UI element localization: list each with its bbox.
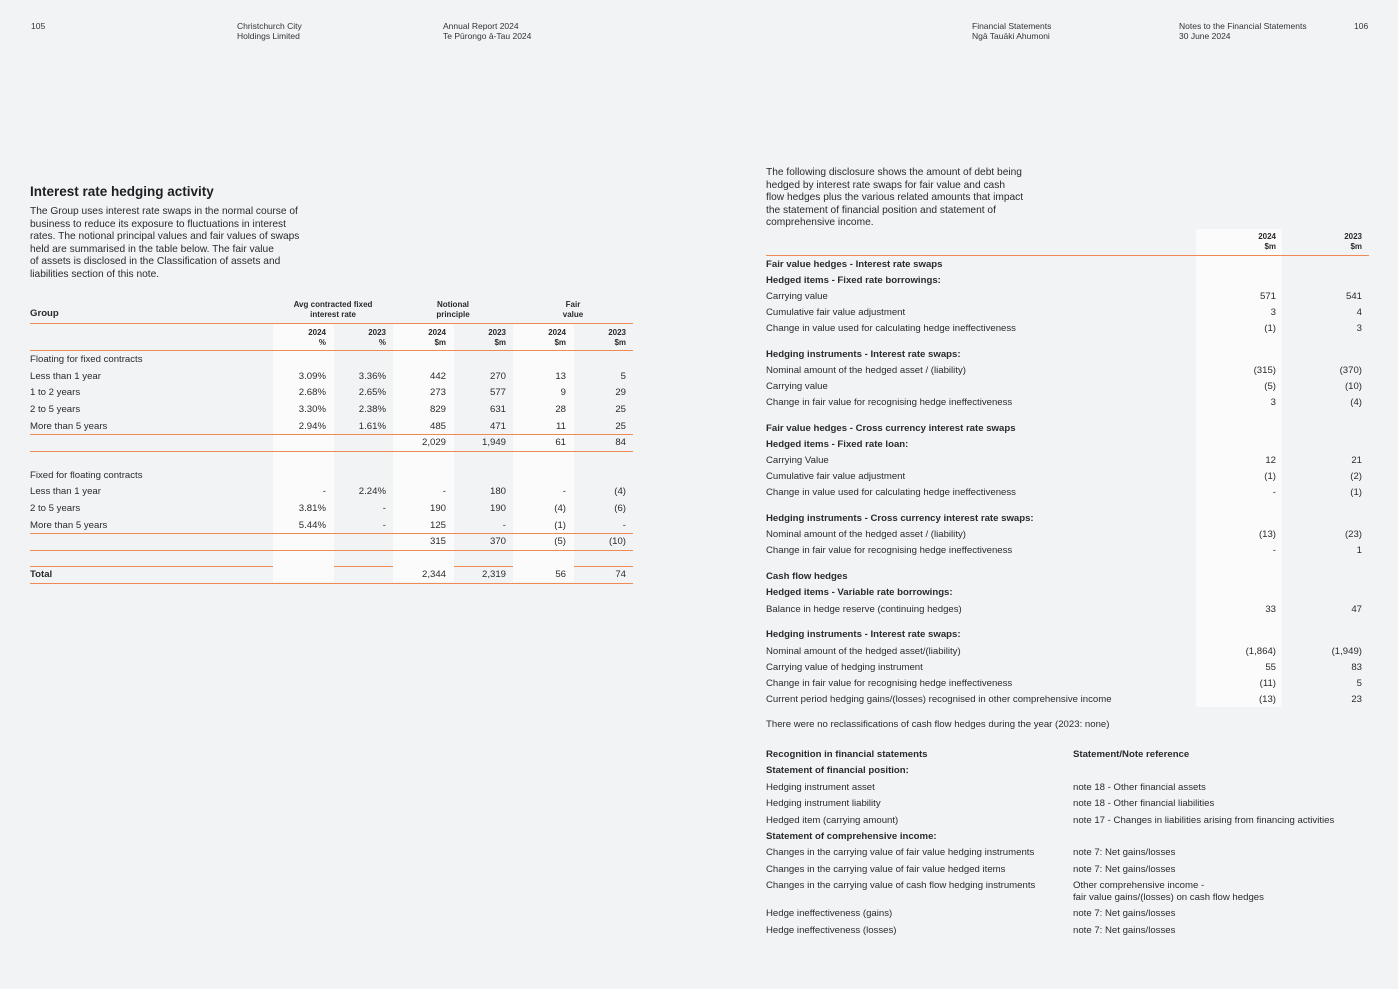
table-row: [30, 567, 633, 584]
value-2024: (1,864): [1245, 645, 1276, 657]
cell: 2,319: [481, 569, 506, 581]
year-label: 2024: [428, 328, 446, 337]
org-name: Christchurch City Holdings Limited: [237, 21, 302, 41]
intro-line: hedged by interest rate swaps for fair value and cash: [766, 179, 1005, 191]
reference-line: fair value gains/(losses) on cash flow hedges: [1073, 891, 1264, 903]
table-row: [766, 362, 1369, 378]
table-row: [766, 569, 1369, 585]
table-row: [30, 435, 633, 452]
cell: (4): [554, 503, 566, 515]
cell: 29: [615, 387, 626, 399]
group-line: value: [562, 309, 584, 319]
recognition-table: [766, 749, 1369, 941]
unit-label: $m: [1264, 241, 1276, 251]
cell: -: [442, 486, 446, 498]
recog-reference: [1073, 880, 1264, 904]
unit-label: $m: [554, 337, 566, 347]
cell: -: [382, 503, 386, 515]
year-label: 2023: [608, 328, 626, 337]
year-label: 2024: [548, 328, 566, 337]
year-label: 2024: [308, 328, 326, 337]
recog-item: Hedging instrument liability: [766, 798, 881, 810]
reference-line: Other comprehensive income -: [1073, 880, 1205, 892]
reference-line: note 17 - Changes in liabilities arising from financing activities: [1073, 814, 1335, 826]
recognition-row: [766, 864, 1369, 880]
value-2023: 21: [1351, 455, 1362, 467]
recognition-row: [766, 782, 1369, 798]
column-header: [1282, 232, 1362, 251]
value-2023: (370): [1339, 364, 1362, 376]
recognition-row: [766, 925, 1369, 941]
row-label: Change in fair value for recognising hedge ineffectiveness: [766, 677, 1013, 689]
table-row: [766, 469, 1369, 485]
cell: 5: [620, 370, 626, 382]
cell: (4): [614, 486, 626, 498]
cell: 3.09%: [298, 370, 326, 382]
row-label: 2 to 5 years: [30, 404, 81, 416]
group-label: Group: [30, 308, 59, 319]
recog-header-b: Statement/Note reference: [1073, 749, 1190, 760]
intro-line: The Group uses interest rate swaps in the normal course of: [30, 206, 298, 217]
cell: 1,949: [481, 437, 506, 449]
intro-line: business to reduce its exposure to fluctuations in interest: [30, 218, 286, 230]
cell: (10): [608, 536, 626, 548]
row-label: Less than 1 year: [30, 370, 101, 382]
value-2023: 541: [1345, 290, 1362, 302]
table-row: [30, 467, 633, 484]
row-label: Nominal amount of the hedged asset / (liability): [766, 364, 966, 376]
value-2023: (4): [1350, 397, 1362, 409]
recog-item: Changes in the carrying value of fair value hedging instruments: [766, 847, 1035, 859]
cell: 3.81%: [298, 503, 326, 515]
recog-item: Hedged item (carrying amount): [766, 814, 899, 826]
cell: (1): [554, 519, 566, 531]
value-2023: (2): [1350, 471, 1362, 483]
recognition-row: [766, 815, 1369, 831]
intro-line: rates. The notional principal values and fair values of swaps: [30, 231, 300, 243]
right-intro-paragraph: [766, 167, 1066, 230]
row-label: Carrying value: [766, 290, 828, 302]
recog-header-a: Recognition in financial statements: [766, 749, 928, 760]
cell: 125: [429, 519, 446, 531]
row-label: Change in fair value for recognising hedge ineffectiveness: [766, 545, 1013, 557]
recognition-row: [766, 847, 1369, 863]
cell: 180: [489, 486, 506, 498]
recog-item: Changes in the carrying value of cash flow hedging instruments: [766, 880, 1036, 892]
value-2023: 23: [1351, 693, 1362, 705]
value-2024: 55: [1265, 661, 1276, 673]
table-row: [30, 368, 633, 385]
value-2023: 5: [1356, 677, 1362, 689]
table-row: [30, 534, 633, 551]
value-2024: 3: [1270, 397, 1276, 409]
group-line: Notional: [437, 300, 469, 309]
section-label: Fixed for floating contracts: [30, 469, 143, 481]
table-row: [766, 378, 1369, 394]
reference-line: note 7: Net gains/losses: [1073, 863, 1176, 875]
row-label: Cash flow hedges: [766, 571, 848, 583]
table-row: [30, 401, 633, 418]
recog-reference: [1073, 782, 1206, 794]
unit-label: $m: [494, 337, 506, 347]
table-row: [766, 659, 1369, 675]
reclassification-note: There were no reclassifications of cash flow hedges during the year (2023: none): [766, 719, 1110, 730]
cell: (5): [554, 536, 566, 548]
left-intro-paragraph: [30, 206, 330, 282]
cell: 190: [489, 503, 506, 515]
row-label: Fair value hedges - Cross currency interest rate swaps: [766, 422, 1016, 434]
table-row: [766, 691, 1369, 707]
table-row: [766, 288, 1369, 304]
cell: 485: [429, 420, 446, 432]
table-row: [30, 385, 633, 402]
cell: 11: [556, 420, 566, 432]
row-label: 1 to 2 years: [30, 387, 81, 399]
cell: (6): [614, 503, 626, 515]
row-label: 2 to 5 years: [30, 503, 81, 515]
value-2024: 571: [1259, 290, 1276, 302]
cell: 2,029: [421, 437, 446, 449]
section-label: Floating for fixed contracts: [30, 353, 143, 365]
recog-reference: [1073, 864, 1175, 876]
value-2024: (1): [1264, 322, 1276, 334]
table-row: [30, 418, 633, 435]
cell: 25: [615, 420, 626, 432]
cell: 61: [555, 437, 566, 449]
value-2024: (1): [1264, 471, 1276, 483]
row-label: Change in fair value for recognising hedge ineffectiveness: [766, 397, 1013, 409]
value-2024: (5): [1264, 381, 1276, 392]
recog-reference: [1073, 847, 1175, 859]
row-label: Carrying Value: [766, 455, 829, 467]
hedging-table: [30, 296, 633, 584]
reference-line: note 7: Net gains/losses: [1073, 924, 1176, 936]
recog-item: Changes in the carrying value of fair value hedged items: [766, 863, 1006, 875]
year-label: 2023: [368, 328, 386, 337]
column-header: [333, 328, 393, 347]
recognition-row: [766, 765, 1369, 781]
table-row: [766, 420, 1369, 436]
row-label: Current period hedging gains/(losses) recognised in other comprehensive income: [766, 693, 1112, 705]
row-label: Cumulative fair value adjustment: [766, 471, 906, 483]
reference-line: note 7: Net gains/losses: [1073, 847, 1176, 859]
recog-reference: [1073, 908, 1175, 920]
cell: 829: [429, 404, 446, 416]
table-row: [766, 601, 1369, 617]
year-label: 2023: [488, 328, 506, 337]
unit-label: $m: [1350, 241, 1362, 251]
recog-item: Hedge ineffectiveness (losses): [766, 924, 897, 936]
recog-reference: [1073, 925, 1175, 937]
recog-item: Hedge ineffectiveness (gains): [766, 908, 893, 920]
recog-item: Statement of financial position:: [766, 765, 909, 777]
value-2024: (315): [1253, 364, 1276, 376]
table-row: [30, 351, 633, 368]
cell: 270: [489, 370, 506, 382]
year-label: 2023: [1344, 232, 1362, 241]
unit-label: %: [318, 337, 326, 347]
table-row: [30, 517, 633, 534]
value-2023: 1: [1356, 545, 1362, 557]
cell: 471: [489, 420, 506, 432]
table-row: [766, 256, 1369, 272]
value-2023: (1,949): [1331, 645, 1362, 657]
table-row: [766, 643, 1369, 659]
group-line: principle: [436, 309, 470, 319]
column-group-header: [513, 300, 633, 319]
column-group-header: [393, 300, 513, 319]
value-2024: -: [1272, 545, 1276, 557]
row-label: Less than 1 year: [30, 486, 101, 498]
cell: 25: [615, 404, 626, 416]
table-row: [766, 272, 1369, 288]
value-2024: 33: [1265, 603, 1276, 615]
column-group-header: [273, 300, 393, 319]
row-label: More than 5 years: [30, 519, 108, 531]
table-row: [766, 511, 1369, 527]
recog-reference: [1073, 815, 1334, 827]
group-line: Avg contracted fixed: [293, 300, 373, 309]
row-label: Carrying value of hedging instrument: [766, 661, 923, 673]
value-2023: 47: [1351, 603, 1362, 615]
cell: 28: [555, 404, 566, 416]
value-2024: (13): [1258, 529, 1276, 541]
cell: 315: [429, 536, 446, 548]
row-label: Total: [30, 569, 53, 581]
table-row: [766, 395, 1369, 411]
recognition-row: [766, 880, 1369, 908]
cell: 2.24%: [358, 486, 386, 498]
table-row: [766, 346, 1369, 362]
table-row: [766, 585, 1369, 601]
cell: 2.65%: [358, 387, 386, 399]
row-label: Fair value hedges - Interest rate swaps: [766, 258, 943, 270]
cell: -: [322, 486, 326, 498]
column-header: [453, 328, 513, 347]
unit-label: $m: [434, 337, 446, 347]
table-row: [766, 543, 1369, 559]
value-2023: (10): [1344, 381, 1362, 392]
intro-line: held are summarised in the table below. The fair value: [30, 243, 274, 255]
row-label: Cumulative fair value adjustment: [766, 306, 906, 318]
table-row: [30, 500, 633, 517]
row-label: Hedged items - Fixed rate loan:: [766, 439, 909, 451]
table-row: [766, 675, 1369, 691]
cell: 3.30%: [298, 404, 326, 416]
year-label: 2024: [1258, 232, 1276, 241]
row-label: Balance in hedge reserve (continuing hedges): [766, 603, 962, 615]
value-2024: 3: [1270, 306, 1276, 318]
row-label: Nominal amount of the hedged asset / (liability): [766, 529, 966, 541]
cell: 74: [615, 569, 626, 581]
cell: -: [382, 519, 386, 531]
table-row: [766, 437, 1369, 453]
unit-label: $m: [614, 337, 626, 347]
row-label: Hedged items - Variable rate borrowings:: [766, 587, 953, 599]
cell: 84: [615, 437, 626, 449]
page-title: Interest rate hedging activity: [30, 184, 214, 199]
column-header: [573, 328, 633, 347]
value-2023: 4: [1356, 306, 1362, 318]
cell: 442: [429, 370, 446, 382]
cell: 631: [489, 404, 506, 416]
value-2023: 3: [1356, 322, 1362, 334]
intro-line: The following disclosure shows the amount of debt being: [766, 167, 1022, 178]
group-line: Fair: [565, 300, 581, 309]
cell: -: [562, 486, 566, 498]
cell: 2,344: [421, 569, 446, 581]
recognition-header: [766, 749, 1369, 765]
cell: 577: [489, 387, 506, 399]
reference-line: note 18 - Other financial assets: [1073, 781, 1206, 793]
right-page-number: 106: [1354, 21, 1369, 31]
row-label: Carrying value: [766, 381, 828, 392]
cell: 9: [560, 387, 566, 399]
section-name: Financial Statements Ngā Tauāki Ahumoni: [972, 21, 1052, 41]
value-2023: 83: [1351, 661, 1362, 673]
table-row: [766, 453, 1369, 469]
value-2024: -: [1272, 487, 1276, 499]
cell: 2.38%: [358, 404, 386, 416]
table-row: [30, 484, 633, 501]
row-label: Hedged items - Fixed rate borrowings:: [766, 274, 941, 286]
intro-line: the statement of financial position and statement of: [766, 204, 996, 216]
value-2023: (23): [1344, 529, 1362, 541]
recognition-row: [766, 908, 1369, 924]
recog-item: Hedging instrument asset: [766, 781, 875, 793]
intro-line: liabilities section of this note.: [30, 268, 160, 280]
cell: 3.36%: [358, 370, 386, 382]
cell: 2.68%: [298, 387, 326, 399]
report-name: Annual Report 2024 Te Pūrongo ā-Tau 2024: [443, 21, 532, 41]
column-header: [1196, 232, 1276, 251]
value-2024: (11): [1259, 677, 1276, 689]
notes-name: Notes to the Financial Statements 30 June 2024: [1179, 21, 1307, 41]
unit-label: %: [378, 337, 386, 347]
column-header: [513, 328, 573, 347]
row-label: Hedging instruments - Interest rate swaps:: [766, 348, 961, 360]
row-label: Hedging instruments - Interest rate swaps:: [766, 629, 961, 641]
cell: 56: [555, 569, 566, 581]
recog-item: Statement of comprehensive income:: [766, 830, 937, 842]
recognition-row: [766, 798, 1369, 814]
intro-line: flow hedges plus the various related amounts that impact: [766, 192, 1024, 204]
row-label: Hedging instruments - Cross currency interest rate swaps:: [766, 513, 1034, 525]
cell: 273: [429, 387, 446, 399]
value-2023: (1): [1350, 487, 1362, 499]
cell: 5.44%: [298, 519, 326, 531]
table-group-header: [30, 296, 633, 324]
value-2024: (13): [1258, 693, 1276, 705]
value-2024: 12: [1265, 455, 1276, 467]
intro-line: comprehensive income.: [766, 217, 874, 229]
reference-line: note 7: Net gains/losses: [1073, 908, 1176, 920]
table-row: [766, 320, 1369, 336]
year-header-row: [30, 324, 633, 351]
cell: 190: [429, 503, 446, 515]
cell: 1.61%: [358, 420, 386, 432]
table-row: [766, 627, 1369, 643]
cell: -: [622, 519, 626, 531]
year-header-row: [766, 229, 1369, 256]
column-header: [393, 328, 453, 347]
column-header: [273, 328, 333, 347]
row-label: Change in value used for calculating hedge ineffectiveness: [766, 322, 1016, 334]
cell: 2.94%: [298, 420, 326, 432]
intro-line: of assets is disclosed in the Classification of assets and: [30, 256, 281, 268]
row-label: Nominal amount of the hedged asset/(liability): [766, 645, 961, 657]
table-row: [766, 485, 1369, 501]
recognition-row: [766, 831, 1369, 847]
cell: 370: [489, 536, 506, 548]
table-row: [766, 527, 1369, 543]
group-line: interest rate: [310, 309, 356, 319]
table-row: [766, 304, 1369, 320]
recog-reference: [1073, 798, 1214, 810]
cell: -: [502, 519, 506, 531]
row-label: Change in value used for calculating hedge ineffectiveness: [766, 487, 1016, 499]
cell: 13: [555, 370, 566, 382]
row-label: More than 5 years: [30, 420, 108, 432]
reference-line: note 18 - Other financial liabilities: [1073, 798, 1215, 810]
left-page-number: 105: [31, 21, 46, 31]
hedge-disclosure-table: [766, 229, 1369, 707]
